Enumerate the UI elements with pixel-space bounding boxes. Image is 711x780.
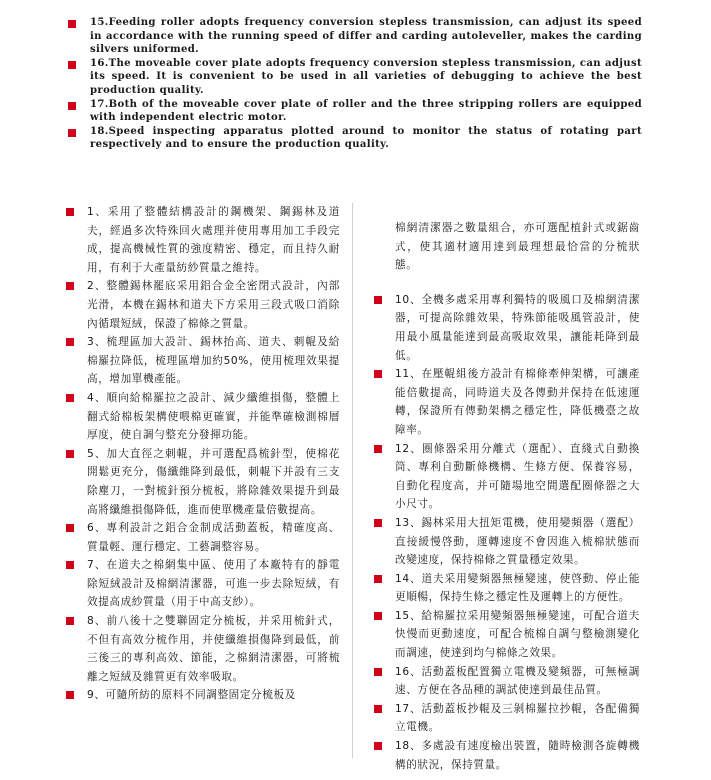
list-item [382,737,640,774]
list-item [382,663,640,700]
list-item [74,389,340,445]
list-item [382,700,640,737]
red-square-bullet-icon [374,445,382,453]
red-square-bullet-icon [374,575,382,583]
red-square-bullet-icon [66,282,74,290]
feature-text: 16、活動蓋板配置獨立電機及變頻器，可無極調速、方便在各品種的調試使達到最佳品質。 [395,665,640,697]
list-item [382,607,640,663]
list-item [74,612,340,686]
red-square-bullet-icon [66,450,74,458]
list-item [74,519,340,556]
feature-text: 4、順向給棉羅拉之設計、減少纖維損傷，整體上翻式給棉板架構使喂棉更確實，并能準確檢測棉層厚度，使自調勻整充分發揮功能。 [87,391,340,442]
column-divider [352,203,353,758]
red-square-bullet-icon [66,394,74,402]
red-square-bullet-icon [374,370,382,378]
red-square-bullet-icon [66,208,74,216]
feature-text: 12、圈條器采用分離式（選配）、直綫式自動換筒、專利自動斷條機構、生條方便、保養容易，自動化程度高，并可隨場地空間選配圈條器之大小尺寸。 [395,442,640,511]
feature-text: 15、給棉羅拉采用變頻器無極變速，可配合道夫快慢而更動速度，可配合梳棉自調勻整檢測變化而調速，使達到均勻棉條之效果。 [395,609,640,660]
red-square-bullet-icon [68,102,76,110]
list-item-continuation [382,219,640,275]
list-item [74,277,340,333]
red-square-bullet-icon [66,338,74,346]
list-item [76,57,642,98]
feature-text: 18.Speed inspecting apparatus plotted around to monitor the status of rotating part respectively and to ensure the production quality. [90,125,642,151]
feature-text: 棉網清潔器之數量組合，亦可選配植針式或鋸齒式，使其適材適用達到最理想最恰當的分梳狀態。 [395,222,640,272]
list-item [76,98,642,125]
chinese-right-column [382,203,640,774]
red-square-bullet-icon [68,61,76,69]
red-square-bullet-icon [374,519,382,527]
list-item [74,333,340,389]
red-square-bullet-icon [66,691,74,699]
feature-text: 17.Both of the moveable cover plate of roller and the three stripping rollers are equipped with independent electric motor. [90,98,642,124]
feature-text: 15.Feeding roller adopts frequency conversion stepless transmission, can adjust its speed in accordance with the running speed of differ and carding autoleveller, makes the carding silvers uniformed. [90,17,642,56]
red-square-bullet-icon [374,668,382,676]
list-item [76,125,642,152]
chinese-left-column [74,203,340,705]
feature-text: 17、活動蓋板抄輥及三剝棉羅拉抄輥，各配備獨立電機。 [395,702,640,734]
list-item [74,556,340,612]
feature-text: 18、多處設有速度檢出裝置，隨時檢測各旋轉機構的狀況，保持質量。 [395,740,640,771]
list-item [382,514,640,570]
feature-text: 10、全機多處采用專利獨特的吸風口及棉網清潔器，可提高除雜效果，特殊節能吸風管設計，使用最小風量能達到最高吸取效果，讓能耗降到最低。 [395,293,640,362]
red-square-bullet-icon [68,20,76,28]
red-square-bullet-icon [68,129,76,137]
feature-text: 3、梳理區加大設計、錫林抬高、道夫、刺輥及給棉羅拉降低，梳理區增加約50%，使用梳理效果提高，增加單機產能。 [87,336,340,386]
red-square-bullet-icon [374,742,382,750]
red-square-bullet-icon [374,612,382,620]
feature-text: 1、采用了整體結構設計的鋼機架、鋼錫林及道夫，經過多次特殊回火處理并使用專用加工手段完成，提高機械性質的強度精密、穩定，而且持久耐用，有利于大產量紡紗質量之維持。 [87,206,340,274]
feature-text: 14、道夫采用變頻器無極變速，使啓動、停止能更順暢，保持生條之穩定性及運轉上的方便性。 [395,572,640,604]
list-item [74,445,340,519]
list-item [382,440,640,514]
list-item [76,16,642,57]
list-item [74,686,340,705]
feature-text: 6、專利設計之鋁合金制成活動蓋板，精確度高、質量輕、運行穩定、工藝調整容易。 [87,522,340,553]
feature-text: 16.The moveable cover plate adopts frequency conversion stepless transmission, can adjust its speed. It is convenient to be used in all varieties of debugging to achieve the best production quality. [90,57,642,96]
red-square-bullet-icon [374,705,382,713]
feature-text: 11、在壓輥組後方設計有棉條牽伸架構，可讓產能倍數提高，同時道夫及各傳動并保持在低速運轉，保證所有傳動架構之穩定性，降低機臺之故障率。 [395,368,640,436]
feature-text: 2、整體錫林罷底采用鋁合金全密閉式設計，內部光滑，本機在錫林和道夫下方采用三段式吸口消除內循環短絨，保證了棉條之質量。 [87,280,340,330]
red-square-bullet-icon [66,617,74,625]
list-item [382,291,640,365]
red-square-bullet-icon [66,524,74,532]
feature-text: 9、可隨所紡的原料不同調整固定分梳板及 [87,689,296,702]
feature-text: 13、錫林采用大扭矩電機，使用變頻器（選配）直接緩慢啓動，運轉速度不會因進入梳棉狀態而改變速度，保持棉條之質量穩定效果。 [395,516,640,567]
list-item [382,570,640,607]
english-feature-list [76,16,642,152]
feature-text: 5、加大直徑之刺輥，并可選配爲梳針型，使棉花開鬆更充分，傷纖維降到最低，刺輥下并設有三支除塵刀，一對梳針預分梳板，將除雜效果提升到最高將纖維損傷降低，進而使單機產量倍數提高。 [87,447,340,516]
list-item [74,203,340,277]
feature-text: 8、前八後十之雙聯固定分梳板，并采用梳針式，不但有高效分梳作用，并使纖維損傷降到最低，前三後三的專利高效、節能，之棉網清潔器，可將梳離之短絨及雜質更有效率吸取。 [87,615,340,683]
feature-text: 7、在道夫之棉網集中區、使用了本廠特有的靜電除短絨設計及棉網清潔器，可進一步去除短絨，有效提高成紗質量（用于中高支紗）。 [87,559,340,609]
red-square-bullet-icon [66,561,74,569]
list-item [382,365,640,439]
red-square-bullet-icon [374,296,382,304]
